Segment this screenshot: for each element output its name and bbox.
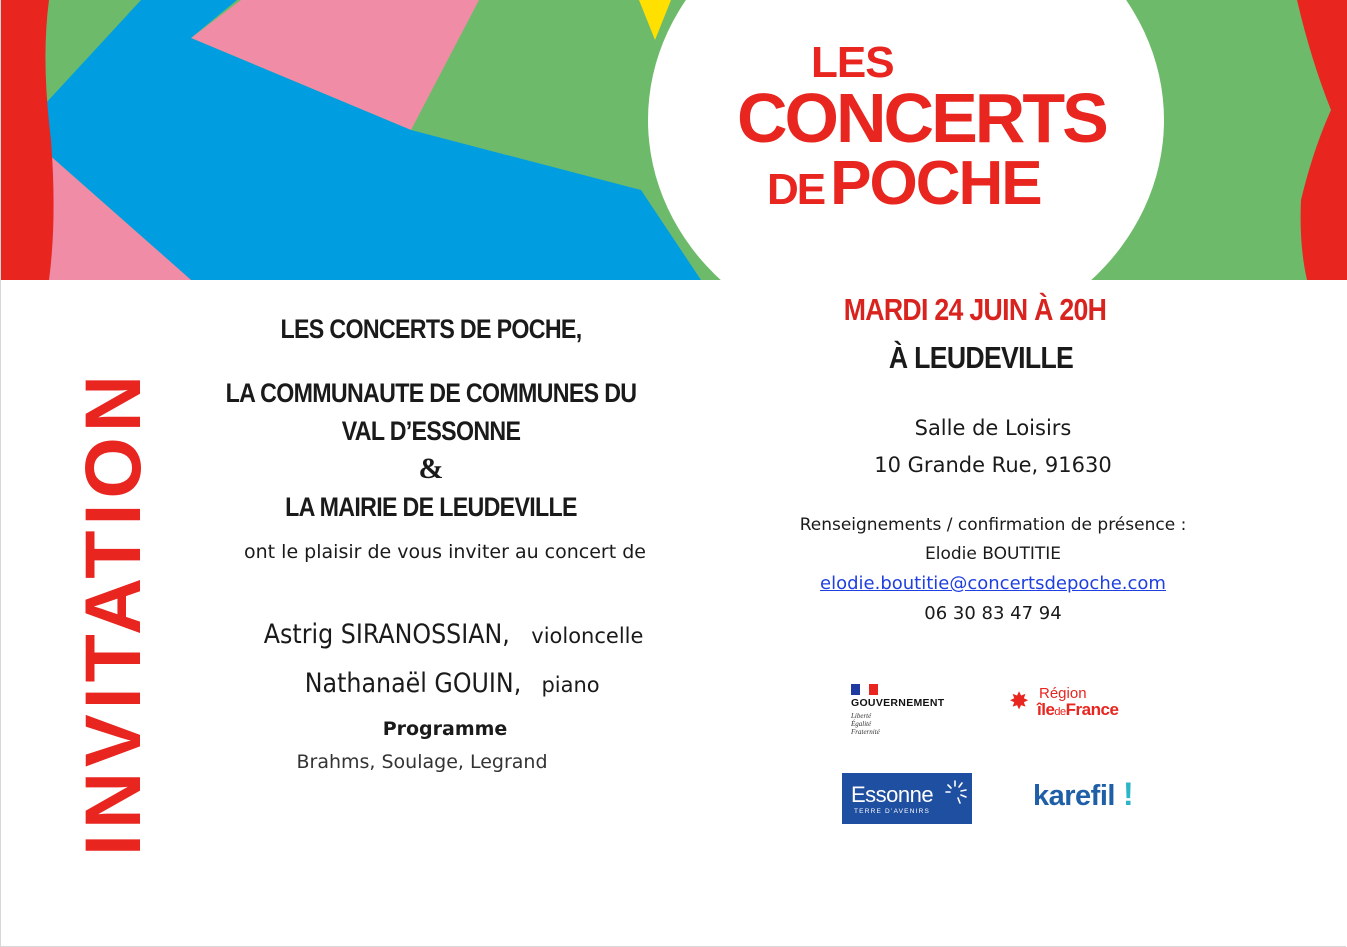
contact-email-link[interactable]: elodie.boutitie@concertsdepoche.com xyxy=(820,573,1166,594)
flag-red xyxy=(869,684,878,695)
sunburst-icon xyxy=(946,779,968,805)
contact-block xyxy=(771,511,1215,628)
artist-instrument: violoncelle xyxy=(531,624,644,648)
host-mairie: LA MAIRIE DE LEUDEVILLE xyxy=(285,492,577,522)
gouvernement-motto xyxy=(851,712,880,736)
motto-line: Égalité xyxy=(851,720,872,728)
logo-poche: POCHE xyxy=(830,149,1041,218)
artist-row xyxy=(181,661,709,710)
logo-de: DE xyxy=(767,165,825,214)
event-date: MARDI 24 JUIN À 20H xyxy=(843,292,1107,327)
ampersand: & xyxy=(418,452,444,485)
host-communaute: LA COMMUNAUTE DE COMMUNES DU VAL D’ESSONNE xyxy=(225,378,637,446)
logo-line-concerts: CONCERTS xyxy=(737,79,1106,157)
venue-address: 10 Grande Rue, 91630 xyxy=(874,453,1112,477)
gouvernement-label: GOUVERNEMENT xyxy=(851,697,945,709)
karefil-name: karefil xyxy=(1033,780,1115,812)
banner-artwork xyxy=(1,0,1347,280)
essonne-name: Essonne xyxy=(851,782,934,807)
region-ile-de-france-logo xyxy=(1003,676,1149,732)
motto-line: Liberté xyxy=(851,712,872,720)
idf-ile: île xyxy=(1037,700,1055,719)
concerts-de-poche-logo xyxy=(737,38,1106,218)
programme-title: Programme xyxy=(382,718,508,740)
artist-name: Nathanaël GOUIN, xyxy=(305,668,522,699)
idf-name xyxy=(1037,700,1118,720)
idf-de: de xyxy=(1054,706,1066,718)
invitation-title-wrap xyxy=(68,368,157,856)
artist-instrument: piano xyxy=(541,673,600,697)
invitation-title: INVITATION xyxy=(68,370,157,856)
flag-blue xyxy=(851,684,860,695)
programme-composers: Brahms, Soulage, Legrand xyxy=(296,751,548,773)
contact-label: Renseignements / confirmation de présence : xyxy=(799,515,1187,535)
artists-list xyxy=(181,612,709,710)
star-icon: ✸ xyxy=(1009,687,1030,715)
invite-line: ont le plaisir de vous inviter au concert de xyxy=(244,541,646,563)
karefil-mark: ! xyxy=(1123,776,1134,812)
event-place: À LEUDEVILLE xyxy=(888,340,1074,375)
idf-region-label: Région xyxy=(1039,685,1087,702)
idf-france: France xyxy=(1065,700,1119,719)
contact-name: Elodie BOUTITIE xyxy=(925,544,1061,564)
logo-line-les: LES xyxy=(811,38,894,87)
logo-line-de-poche xyxy=(767,148,1041,219)
venue-name: Salle de Loisirs xyxy=(914,416,1072,440)
hosts-block xyxy=(181,310,681,526)
karefil-logo xyxy=(1031,776,1141,822)
motto-line: Fraternité xyxy=(851,728,880,736)
french-flag-icon xyxy=(851,684,879,695)
flag-white xyxy=(860,684,869,695)
essonne-logo xyxy=(842,773,972,824)
essonne-tagline: TERRE D’AVENIRS xyxy=(854,808,931,815)
gouvernement-logo xyxy=(845,680,955,738)
banner xyxy=(1,0,1347,280)
venue-block xyxy=(821,410,1165,484)
host-concerts-de-poche: LES CONCERTS DE POCHE, xyxy=(280,314,582,344)
contact-phone: 06 30 83 47 94 xyxy=(924,603,1062,624)
artist-row xyxy=(181,612,709,661)
artist-name: Astrig SIRANOSSIAN, xyxy=(263,619,510,650)
